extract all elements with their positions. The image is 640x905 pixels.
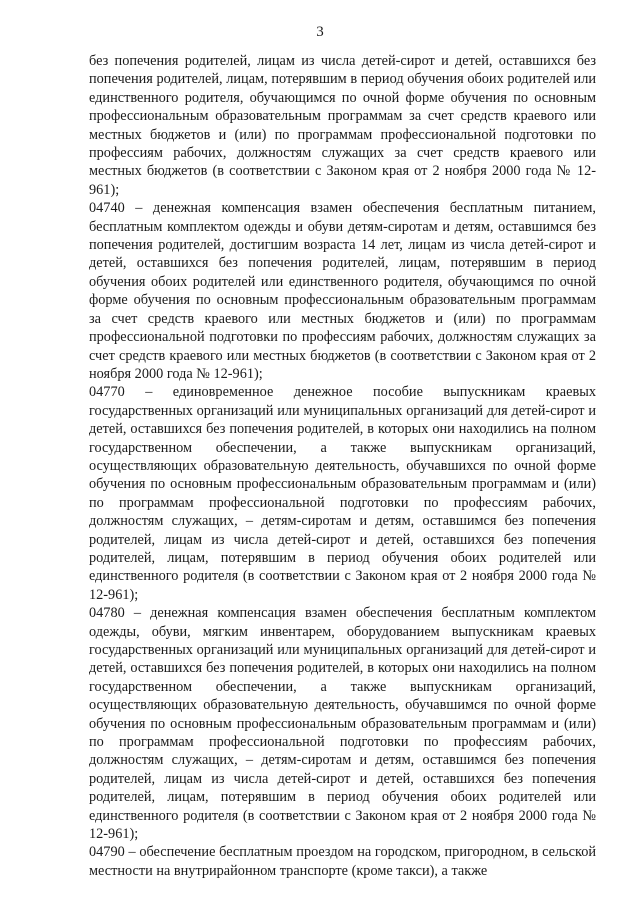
paragraph-04740: 04740 – денежная компенсация взамен обеспечения бесплатным питанием, бесплатным комплектом одежды и обуви детям-сиротам и детям, оставшимся без попечения родителей, достигшим возраста 14 лет, лицам из числа детей-сирот и детей, оставшихся без попечения родителей, лицам, потерявшим в период обучения обоих родителей или единственного родителя, обучающимся по очной форме обучения по основным профессиональным образовательным программам за счет средств краевого или местных бюджетов и (или) по программам профессиональной подготовки по профессиям рабочих, должностям служащих за счет средств краевого или местных бюджетов (в соответствии с Законом края от 2 ноября 2000 года № 12-961);: [89, 200, 596, 382]
paragraph-continuation: без попечения родителей, лицам из числа детей-сирот и детей, оставшихся без попечения родителей, лицам, потерявшим в период обучения обоих родителей или единственного родителя, обучающимся по очной форме обучения по основным профессиональным образовательным программам за счет средств краевого или местных бюджетов и (или) по программам профессиональной подготовки по профессиям рабочих, должностям служащих за счет средств краевого или местных бюджетов (в соответствии с Законом края от 2 ноября 2000 года № 12-961);: [89, 53, 596, 198]
paragraph-04780: 04780 – денежная компенсация взамен обеспечения бесплатным комплектом одежды, обуви, мягким инвентарем, оборудованием выпускникам краевых государственных организаций или муниципальных организаций для детей-сирот и детей, оставшихся без попечения родителей, в которых они находились на полном государственном обеспечении, а также выпускникам организаций, осуществляющих образовательную деятельность, обучавшимся по очной форме обучения по основным профессиональным образовательным программам и (или) по программам профессиональной подготовки по профессиям рабочих, должностям служащих, – детям-сиротам и детям, оставшимся без попечения родителей, лицам из числа детей-сирот и детей, оставшихся без попечения родителей, лицам, потерявшим в период обучения обоих родителей или единственного родителя (в соответствии с Законом края от 2 ноября 2000 года № 12-961);: [89, 605, 596, 843]
document-body: [89, 52, 596, 880]
page-number: 3: [316, 24, 324, 40]
paragraph-04790: 04790 – обеспечение бесплатным проездом на городском, пригородном, в сельской местности на внутрирайонном транспорте (кроме такси), а также: [89, 844, 596, 879]
paragraph-04770: 04770 – единовременное денежное пособие выпускникам краевых государственных организаций или муниципальных организаций для детей-сирот и детей, оставшихся без попечения родителей, в которых они находились на полном государственном обеспечении, а также выпускникам организаций, осуществляющих образовательную деятельность, обучавшихся по очной форме обучения по основным профессиональным образовательным программам и (или) по программам профессиональной подготовки по профессиям рабочих, должностям служащих, – детям-сиротам и детям, оставшимся без попечения родителей, лицам из числа детей-сирот и детей, оставшихся без попечения родителей, лицам, потерявшим в период обучения обоих родителей или единственного родителя (в соответствии с Законом края от 2 ноября 2000 года № 12-961);: [89, 384, 596, 603]
